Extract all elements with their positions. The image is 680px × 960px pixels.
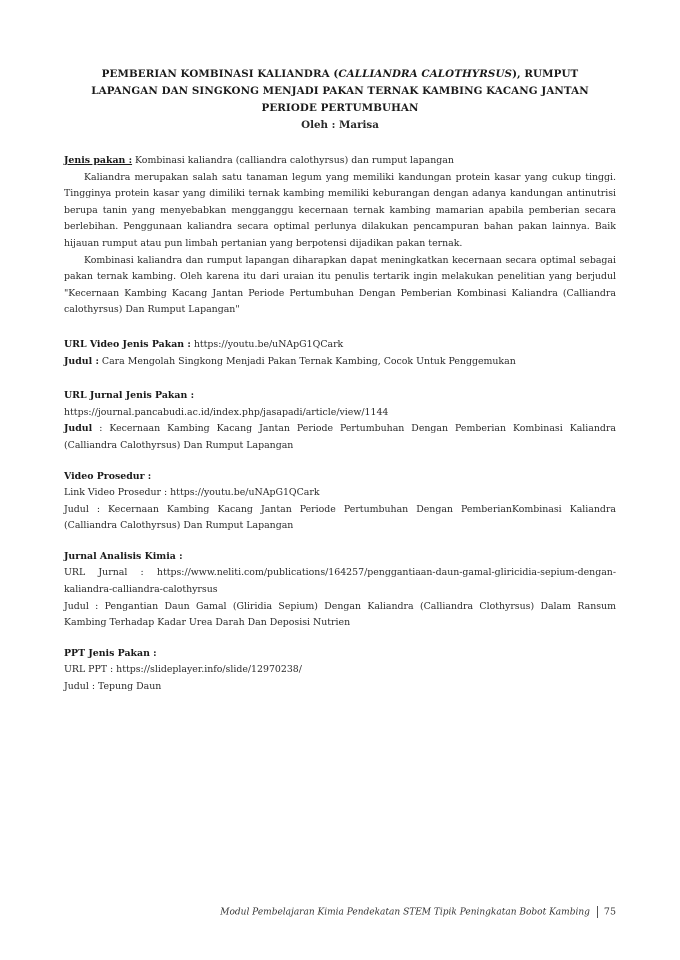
jenis-pakan-label: Jenis pakan : — [64, 155, 133, 166]
page-number: 75 — [603, 906, 616, 918]
url-video-label: URL Video Jenis Pakan : — [64, 338, 191, 350]
document-title — [64, 66, 616, 117]
jurnal-analisis-label: Jurnal Analisis Kimia : — [64, 550, 183, 562]
page-footer — [64, 906, 616, 918]
url-jurnal-judul-label: Judul — [64, 423, 93, 435]
url-jurnal-judul-line — [64, 421, 616, 454]
footer-divider — [597, 906, 598, 918]
jurnal-analisis-url[interactable]: URL Jurnal : https://www.neliti.com/publications/164257/penggantiaan-daun-gamal-gliricidia-sepium-dengan-kaliandra-calliandra-calothyrsus — [64, 567, 616, 596]
url-video-judul-label: Judul : — [64, 355, 99, 367]
url-jurnal-judul-value: : Kecernaan Kambing Kacang Jantan Periode Pertumbuhan Dengan Pemberian Kombinasi Kaliandra (Calliandra Calothyrsus) Dan Rumput Lapangan — [64, 423, 616, 451]
ppt-judul: Judul : Tepung Daun — [64, 681, 162, 693]
jenis-pakan-paragraph-1: Kaliandra merupakan salah satu tanaman legum yang memiliki kandungan protein kasar yang cukup tinggi. Tingginya protein kasar yang dimiliki ternak kambing memiliki keburangan dengan adanya kandungan antinutrisi berupa tanin yang menyebabkan mengganggu kecernaan ternak kambing mamarian apabila pemberian secara berlebihan. Penggunaan kaliandra secara optimal perlunya dilakukan pencampuran bahan pakan lainnya. Baik hijauan rumput atau pun limbah pertanian yang berpotensi dijadikan pakan ternak. — [64, 171, 616, 249]
url-video-link[interactable]: https://youtu.be/uNApG1QCark — [193, 338, 344, 350]
footer-text: Modul Pembelajaran Kimia Pendekatan STEM Tipik Peningkatan Bobot Kambing — [220, 907, 590, 918]
title-line-2: LAPANGAN DAN SINGKONG MENJADI PAKAN TERNAK KAMBING KACANG JANTAN — [91, 85, 589, 97]
video-prosedur-judul: Judul : Kecernaan Kambing Kacang Jantan Periode Pertumbuhan Dengan PemberianKombinasi Kaliandra (Calliandra Calothyrsus) Dan Rumput Lapangan — [64, 503, 616, 532]
jenis-pakan-value: Kombinasi kaliandra (calliandra calothyrsus) dan rumput lapangan — [135, 155, 454, 166]
url-jurnal-label: URL Jurnal Jenis Pakan : — [64, 390, 195, 402]
author-line: Oleh : Marisa — [301, 119, 379, 131]
title-line-3: PERIODE PERTUMBUHAN — [261, 102, 419, 114]
ppt-url[interactable]: URL PPT : https://slideplayer.info/slide/12970238/ — [64, 664, 302, 676]
jenis-pakan-paragraph-2: Kombinasi kaliandra dan rumput lapangan diharapkan dapat meningkatkan kecernaan secara optimal sebagai pakan ternak kambing. Oleh karena itu dari uraian itu penulis tertarik ingin melakukan penelitian yang berjudul "Kecernaan Kambing Kacang Jantan Periode Pertumbuhan Dengan Pemberian Kombinasi Kaliandra (Calliandra calothyrsus) Dan Rumput Lapangan" — [64, 254, 616, 316]
jurnal-analisis-judul: Judul : Pengantian Daun Gamal (Gliridia Sepium) Dengan Kaliandra (Calliandra Clothyrsus) Dalam Ransum Kambing Terhadap Kadar Urea Darah Dan Deposisi Nutrien — [64, 600, 616, 629]
url-jurnal-link[interactable]: https://journal.pancabudi.ac.id/index.php/jasapadi/article/view/1144 — [64, 406, 389, 418]
document-page — [64, 66, 616, 696]
video-prosedur-link[interactable]: Link Video Prosedur : https://youtu.be/uNApG1QCark — [64, 487, 320, 499]
jenis-pakan-line — [64, 153, 616, 170]
url-video-judul-line — [64, 354, 616, 371]
title-line-1: PEMBERIAN KOMBINASI KALIANDRA (CALLIANDRA CALOTHYRSUS), RUMPUT — [101, 68, 579, 80]
url-video-judul-value: Cara Mengolah Singkong Menjadi Pakan Ternak Kambing, Cocok Untuk Penggemukan — [101, 355, 516, 367]
url-video-line — [64, 337, 616, 354]
video-prosedur-label: Video Prosedur : — [64, 470, 152, 482]
ppt-label: PPT Jenis Pakan : — [64, 647, 157, 659]
